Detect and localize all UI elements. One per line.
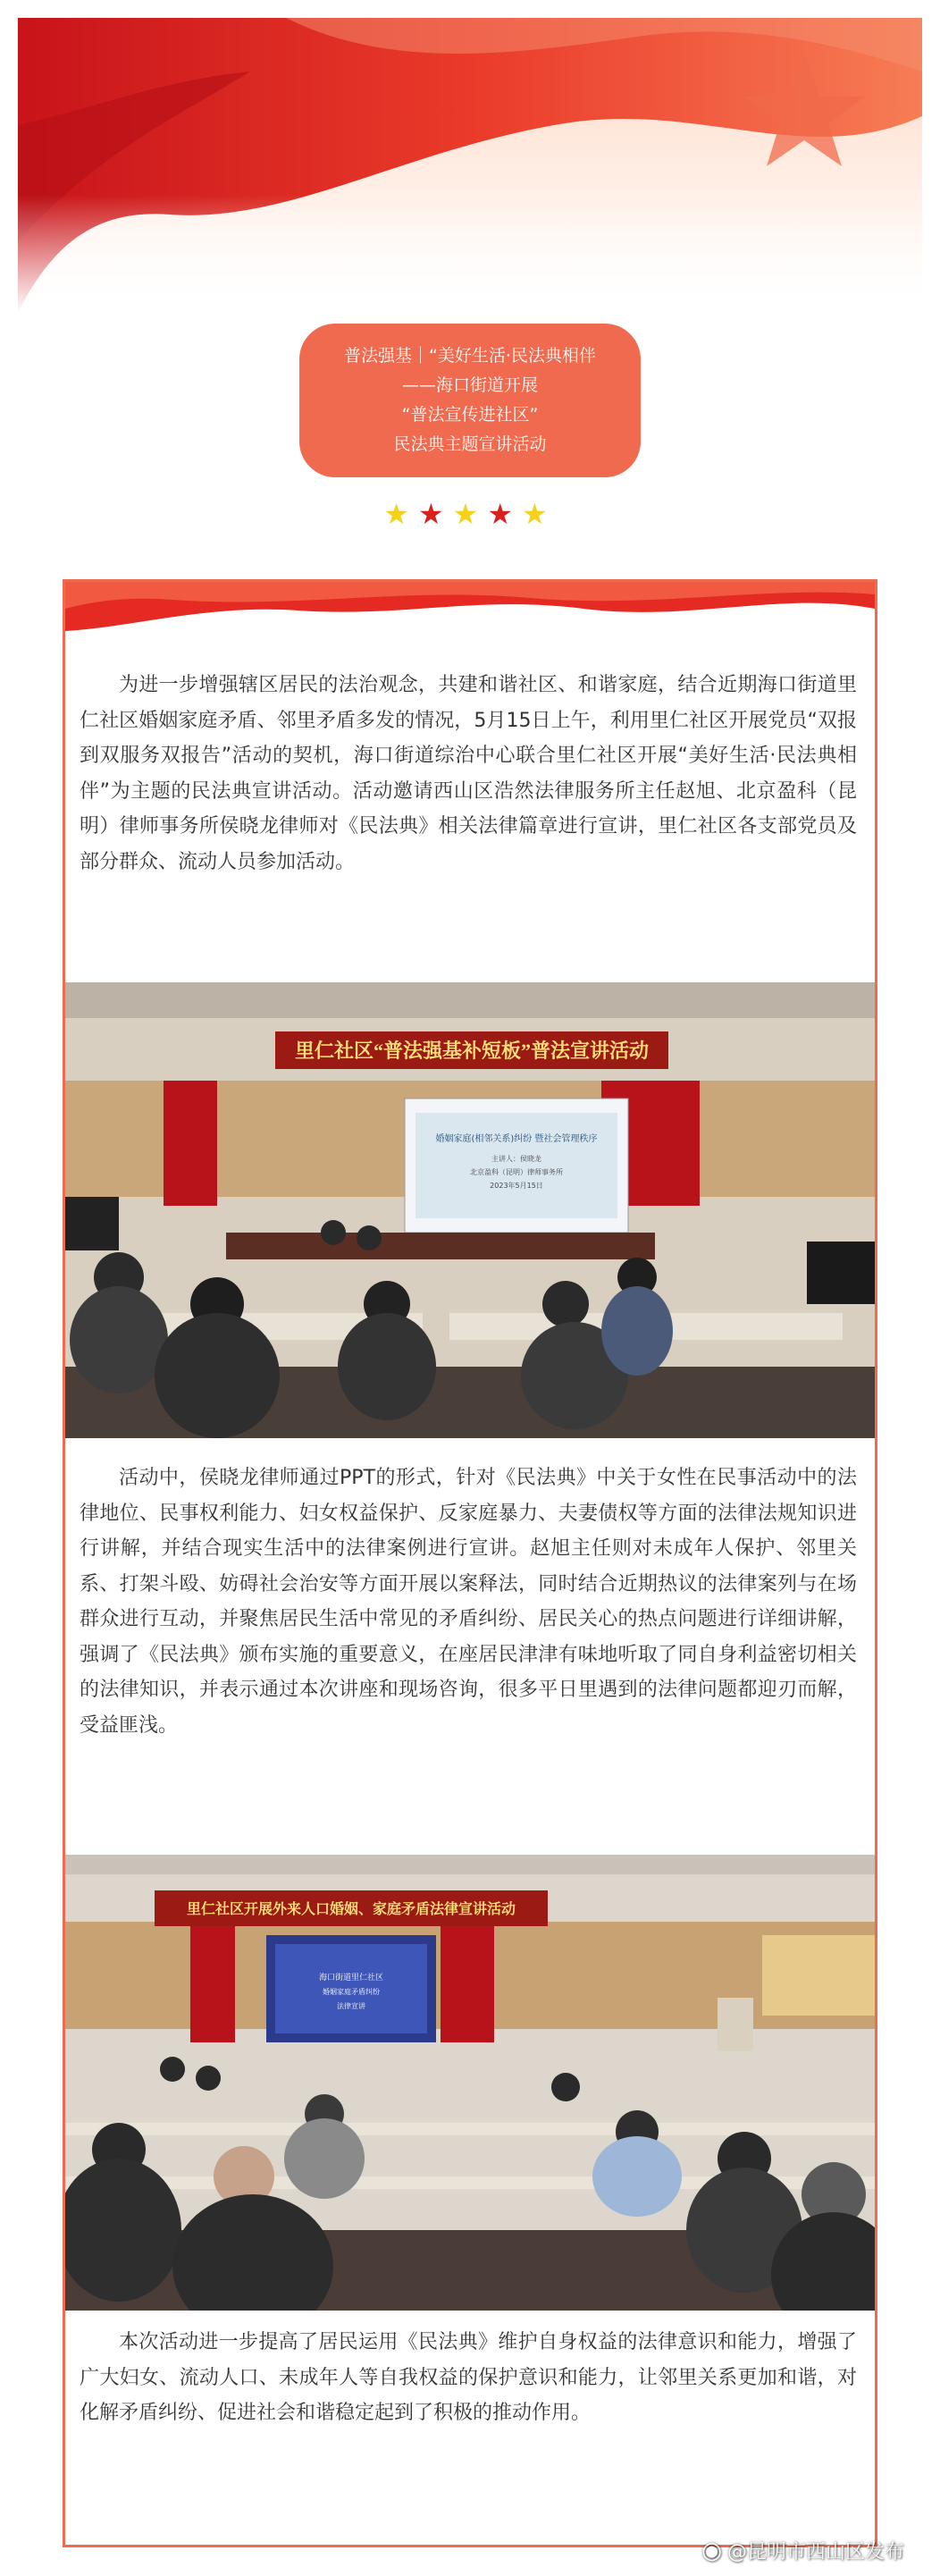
watermark-text: @昆明市西山区发布 <box>726 2541 904 2563</box>
title-line-2: ——海口街道开展 <box>401 375 538 395</box>
photo2-banner-text: 里仁社区开展外来人口婚姻、家庭矛盾法律宣讲活动 <box>186 1902 516 1917</box>
header-banner <box>18 18 922 313</box>
title-line-3: “普法宣传进社区” <box>401 405 539 425</box>
red-flag-illustration <box>18 18 922 313</box>
event-photo-2 <box>65 1855 875 2311</box>
photo2-screen-title: 海口街道里仁社区 <box>318 1974 384 1983</box>
photo2-screen-sub1: 婚姻家庭矛盾纠纷 <box>323 1988 380 1996</box>
star-icon: ★ <box>487 497 523 531</box>
article-frame <box>63 579 877 2547</box>
paragraph-conclusion: 本次活动进一步提高了居民运用《民法典》维护自身权益的法律意识和能力，增强了广大妇女、流动人口、未成年人等自我权益的保护意识和能力，让邻里关系更加和谐，对化解矛盾纠纷、促进社会和谐稳定起到了积极的推动作用。 <box>80 2331 857 2424</box>
event-photo-1 <box>65 982 875 1438</box>
photo1-banner-text: 里仁社区“普法强基补短板”普法宣讲活动 <box>294 1040 650 1062</box>
photo1-screen-sub3: 2023年5月15日 <box>490 1182 543 1190</box>
article-title <box>299 324 641 477</box>
photo1-screen-sub2: 北京盈科（昆明）律师事务所 <box>470 1168 563 1176</box>
frame-wave-decoration <box>65 582 875 636</box>
star-rating-decoration <box>0 496 940 532</box>
star-icon: ★ <box>452 497 488 531</box>
title-line-4: 民法典主题宣讲活动 <box>393 434 547 454</box>
paragraph-intro: 为进一步增强辖区居民的法治观念，共建和谐社区、和谐家庭，结合近期海口街道里仁社区婚姻家庭矛盾、邻里矛盾多发的情况，5月15日上午，利用里仁社区开展党员“双报到双服务双报告”活动的契机，海口街道综治中心联合里仁社区开展“美好生活·民法典相伴”为主题的民法典宣讲活动。活动邀请西山区浩然法律服务所主任赵旭、北京盈科（昆明）律师事务所侯晓龙律师对《民法典》相关法律篇章进行宣讲，里仁社区各支部党员及部分群众、流动人员参加活动。 <box>80 674 857 873</box>
photo2-screen-sub2: 法律宣讲 <box>337 2002 365 2010</box>
photo1-screen-sub1: 主讲人：侯晓龙 <box>491 1155 541 1163</box>
star-icon: ★ <box>383 497 418 531</box>
photo1-screen-title: 婚姻家庭(相邻关系)纠纷 暨社会管理秩序 <box>435 1134 598 1144</box>
weibo-watermark <box>701 2537 904 2564</box>
title-line-1: 普法强基｜“美好生活·民法典相伴 <box>344 346 596 366</box>
star-icon: ★ <box>417 497 453 531</box>
weibo-icon: ◉ <box>701 2537 722 2564</box>
star-icon: ★ <box>522 497 557 531</box>
paragraph-activity: 活动中，侯晓龙律师通过PPT的形式，针对《民法典》中关于女性在民事活动中的法律地位、民事权利能力、妇女权益保护、反家庭暴力、夫妻债权等方面的法律法规知识进行讲解，并结合现实生活中的法律案例进行宣讲。赵旭主任则对未成年人保护、邻里关系、打架斗殴、妨碍社会治安等方面开展以案释法，同时结合近期热议的法律案列与在场群众进行互动，并聚焦居民生活中常见的矛盾纠纷、居民关心的热点问题进行详细讲解，强调了《民法典》颁布实施的重要意义，在座居民津津有味地听取了同自身利益密切相关的法律知识，并表示通过本次讲座和现场咨询，很多平日里遇到的法律问题都迎刃而解，受益匪浅。 <box>80 1467 857 1737</box>
